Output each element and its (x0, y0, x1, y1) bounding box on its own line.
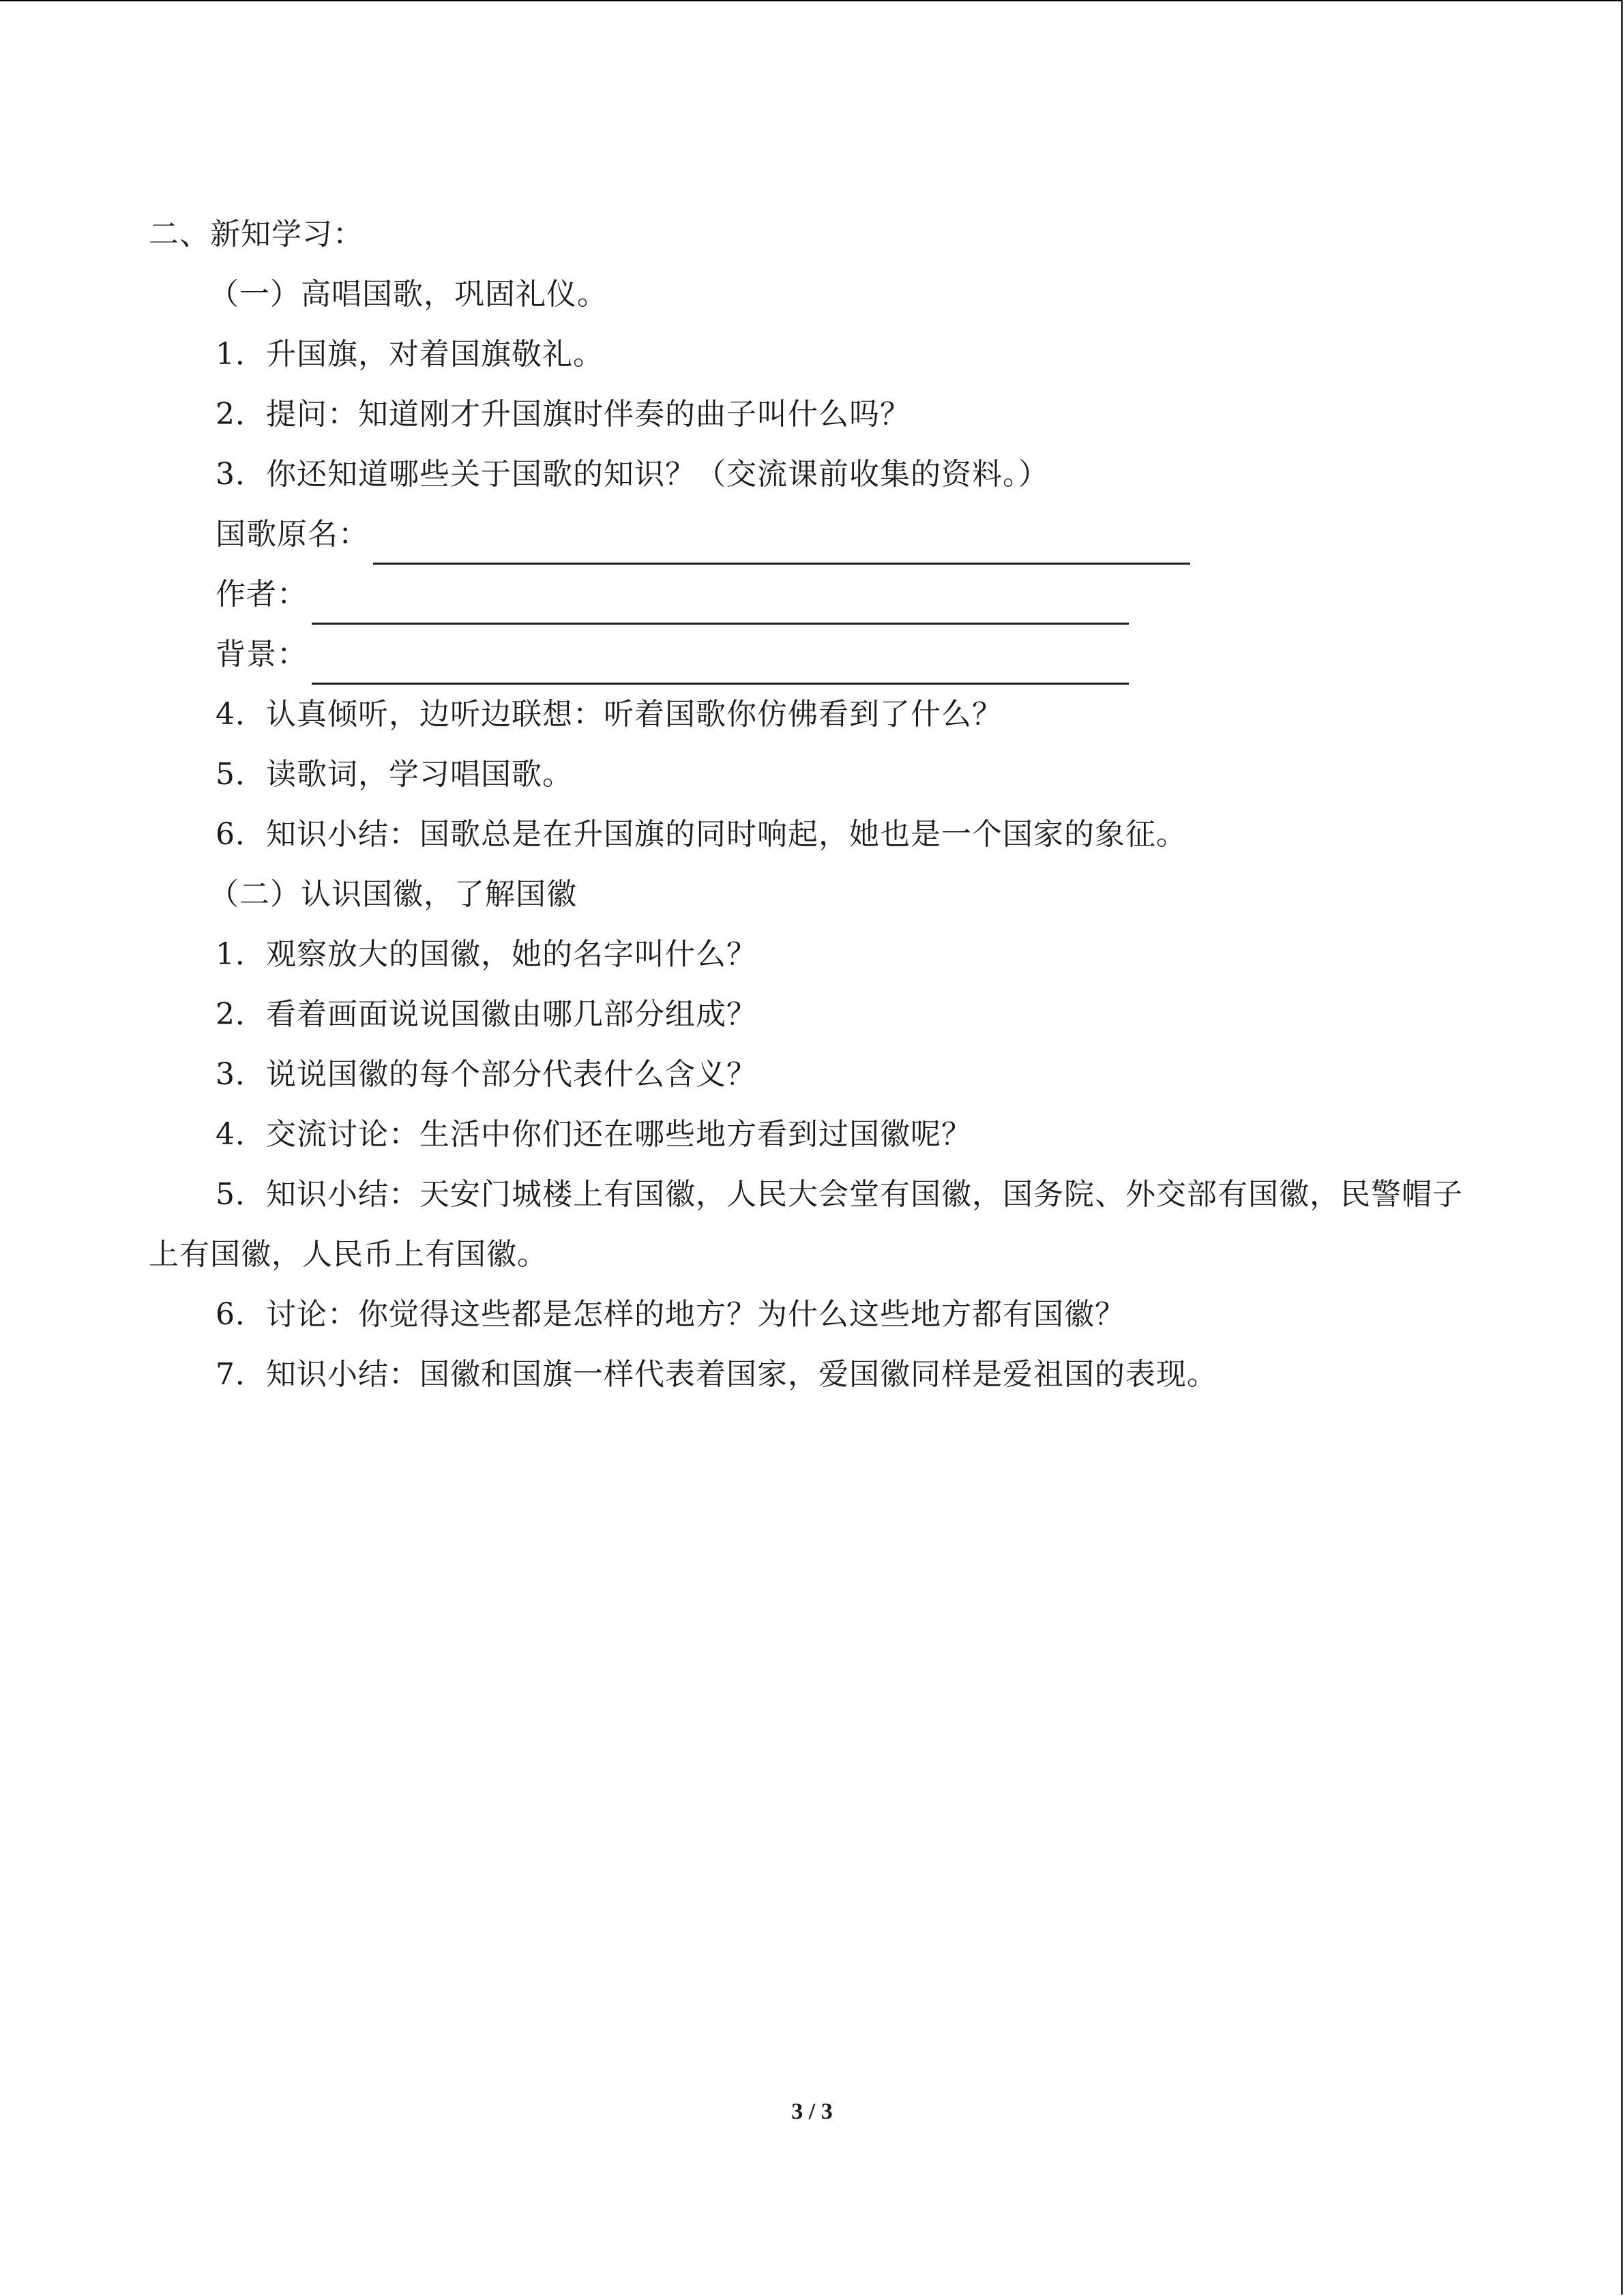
section-heading: 二、新知学习： (149, 217, 364, 252)
part2-item-3: 3．说说国徽的每个部分代表什么含义？ (216, 1057, 757, 1092)
part1-title: （一）高唱国歌，巩固礼仪。 (209, 277, 608, 312)
fill-in-line (312, 640, 1129, 685)
blank-label: 国歌原名： (216, 517, 369, 552)
part2-title: （二）认识国徽，了解国徽 (209, 877, 577, 912)
blank-anthem-original-name (149, 505, 1486, 565)
blank-author (149, 565, 1486, 625)
part2-item-2: 2．看着画面说说国徽由哪几部分组成？ (216, 997, 757, 1032)
page-number: 3 / 3 (791, 2099, 833, 2124)
part1-item-6: 6．知识小结：国歌总是在升国旗的同时响起，她也是一个国家的象征。 (216, 817, 1187, 852)
part2-item-7: 7．知识小结：国徽和国旗一样代表着国家，爱国徽同样是爱祖国的表现。 (216, 1357, 1217, 1392)
part2-item-4: 4．交流讨论：生活中你们还在哪些地方看到过国徽呢？ (216, 1117, 972, 1152)
fill-in-line (312, 580, 1129, 625)
part2-item-5: 5．知识小结：天安门城楼上有国徽，人民大会堂有国徽，国务院、外交部有国徽，民警帽子上有国徽，人民币上有国徽。 (149, 1177, 1463, 1272)
document-body (149, 205, 1486, 1405)
part1-item-2: 2．提问：知道刚才升国旗时伴奏的曲子叫什么吗？ (216, 397, 911, 432)
part1-item-4: 4．认真倾听，边听边联想：听着国歌你仿佛看到了什么？ (216, 697, 1003, 732)
part1-item-3: 3．你还知道哪些关于国歌的知识？（交流课前收集的资料。） (216, 457, 1049, 492)
part2-item-1: 1．观察放大的国徽，她的名字叫什么？ (216, 937, 757, 972)
blank-background (149, 625, 1486, 685)
blank-label: 背景： (216, 637, 308, 672)
blank-label: 作者： (216, 577, 308, 612)
part1-item-5: 5．读歌词，学习唱国歌。 (216, 757, 573, 792)
part2-item-6: 6．讨论：你觉得这些都是怎样的地方？为什么这些地方都有国徽？ (216, 1297, 1125, 1332)
fill-in-line (373, 520, 1190, 565)
part1-item-1: 1．升国旗，对着国旗敬礼。 (216, 337, 604, 372)
